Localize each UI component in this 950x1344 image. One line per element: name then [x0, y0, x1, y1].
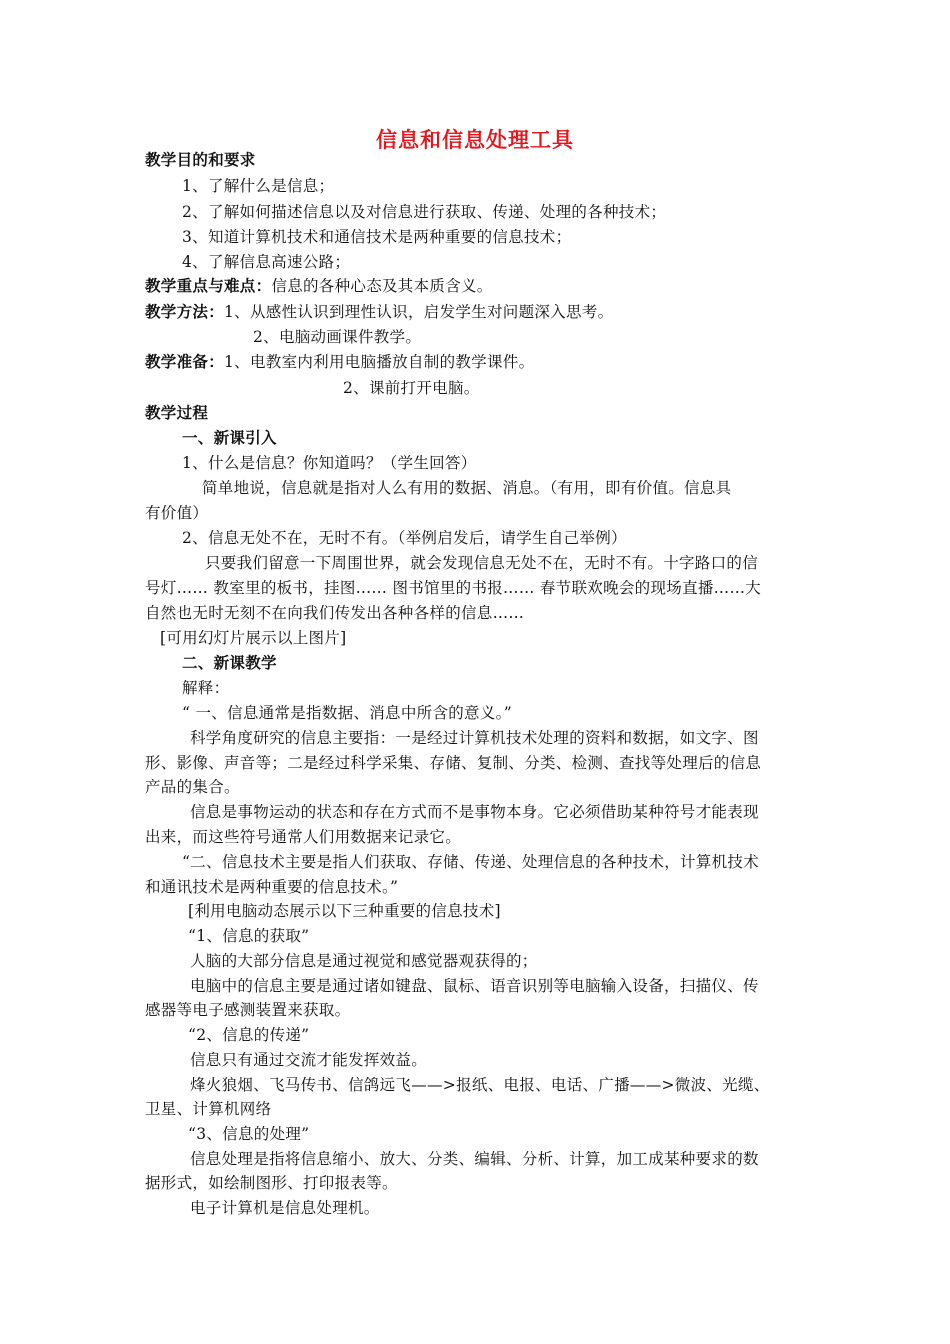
- preparation-item: 1、电教室内利用电脑播放自制的教学课件。: [224, 353, 535, 371]
- key-points-label: 教学重点与难点：: [145, 277, 272, 295]
- paragraph-line: 1、什么是信息？你知道吗？（学生回答）: [182, 454, 477, 472]
- objective-item: 4、了解信息高速公路；: [182, 253, 351, 271]
- preparation-label: 教学准备：: [145, 353, 225, 371]
- method-item: 1、从感性认识到理性认识，启发学生对问题深入思考。: [224, 303, 614, 321]
- paragraph-line: 科学角度研究的信息主要指：一是经过计算机技术处理的资料和数据，如文字、图: [190, 729, 759, 747]
- paragraph-line: 卫星、计算机网络: [145, 1100, 272, 1118]
- process-heading: 教学过程: [145, 404, 209, 422]
- paragraph-line: 简单地说，信息就是指对人么有用的数据、消息。（有用，即有价值。信息具: [202, 479, 732, 497]
- paragraph-line: 号灯…… 教室里的板书，挂图…… 图书馆里的书报…… 春节联欢晚会的现场直播……大: [145, 579, 762, 597]
- paragraph-line: 出来，而这些符号通常人们用数据来记录它。: [145, 828, 462, 846]
- paragraph-line: 据形式，如绘制图形、打印报表等。: [145, 1174, 398, 1192]
- paragraph-line: 电脑中的信息主要是通过诸如键盘、鼠标、语音识别等电脑输入设备，扫描仪、传: [190, 977, 759, 995]
- paragraph-line: “2、信息的传递”: [188, 1026, 310, 1044]
- objective-item: 2、了解如何描述信息以及对信息进行获取、传递、处理的各种技术；: [182, 203, 667, 221]
- paragraph-line: “ 一、信息通常是指数据、消息中所含的意义。”: [182, 704, 512, 722]
- paragraph-line: 信息处理是指将信息缩小、放大、分类、编辑、分析、计算，加工成某种要求的数: [190, 1150, 759, 1168]
- paragraph-line: 只要我们留意一下周围世界，就会发现信息无处不在，无时不有。十字路口的信: [205, 554, 759, 572]
- objectives-heading: 教学目的和要求: [145, 151, 256, 169]
- objective-item: 3、知道计算机技术和通信技术是两种重要的信息技术；: [182, 228, 572, 246]
- paragraph-line: [利用电脑动态展示以下三种重要的信息技术]: [188, 902, 501, 920]
- paragraph-line: 信息是事物运动的状态和存在方式而不是事物本身。它必须借助某种符号才能表现: [190, 803, 759, 821]
- paragraph-line: “3、信息的处理”: [188, 1125, 310, 1143]
- paragraph-line: 有价值）: [145, 504, 209, 522]
- paragraph-line: 产品的集合。: [145, 778, 240, 796]
- paragraph-line: “1、信息的获取”: [188, 927, 310, 945]
- paragraph-line: 2、信息无处不在，无时不有。（举例启发后，请学生自己举例）: [182, 529, 627, 547]
- paragraph-line: 解释：: [182, 679, 230, 697]
- document-title: 信息和信息处理工具: [376, 128, 574, 152]
- paragraph-line: 自然也无时无刻不在向我们传发出各种各样的信息……: [145, 604, 525, 622]
- method-item: 2、电脑动画课件教学。: [253, 328, 422, 346]
- paragraph-line: 感器等电子感测装置来获取。: [145, 1001, 351, 1019]
- key-points-text: 信息的各种心态及其本质含义。: [271, 277, 493, 295]
- paragraph-line: 人脑的大部分信息是通过视觉和感觉器观获得的；: [190, 952, 538, 970]
- paragraph-line: 形、影像、声音等；二是经过科学采集、存储、复制、分类、检测、查找等处理后的信息: [145, 754, 762, 772]
- paragraph-line: 电子计算机是信息处理机。: [190, 1199, 380, 1217]
- methods-label: 教学方法：: [145, 303, 225, 321]
- key-points: [145, 276, 810, 296]
- paragraph-line: 信息只有通过交流才能发挥效益。: [190, 1051, 428, 1069]
- objective-item: 1、了解什么是信息；: [182, 177, 335, 195]
- paragraph-line: “二、信息技术主要是指人们获取、存储、传递、处理信息的各种技术，计算机技术: [182, 853, 760, 871]
- preparation: [145, 352, 810, 372]
- preparation-item: 2、课前打开电脑。: [343, 379, 480, 397]
- paragraph-line: [可用幻灯片展示以上图片]: [160, 629, 347, 647]
- methods: [145, 302, 810, 322]
- intro-heading: 一、新课引入: [182, 429, 277, 447]
- paragraph-line: 和通讯技术是两种重要的信息技术。”: [145, 878, 399, 896]
- paragraph-line: 烽火狼烟、飞马传书、信鸽远飞——>报纸、电报、电话、广播——>微波、光缆、: [190, 1076, 770, 1094]
- teaching-heading: 二、新课教学: [182, 654, 277, 672]
